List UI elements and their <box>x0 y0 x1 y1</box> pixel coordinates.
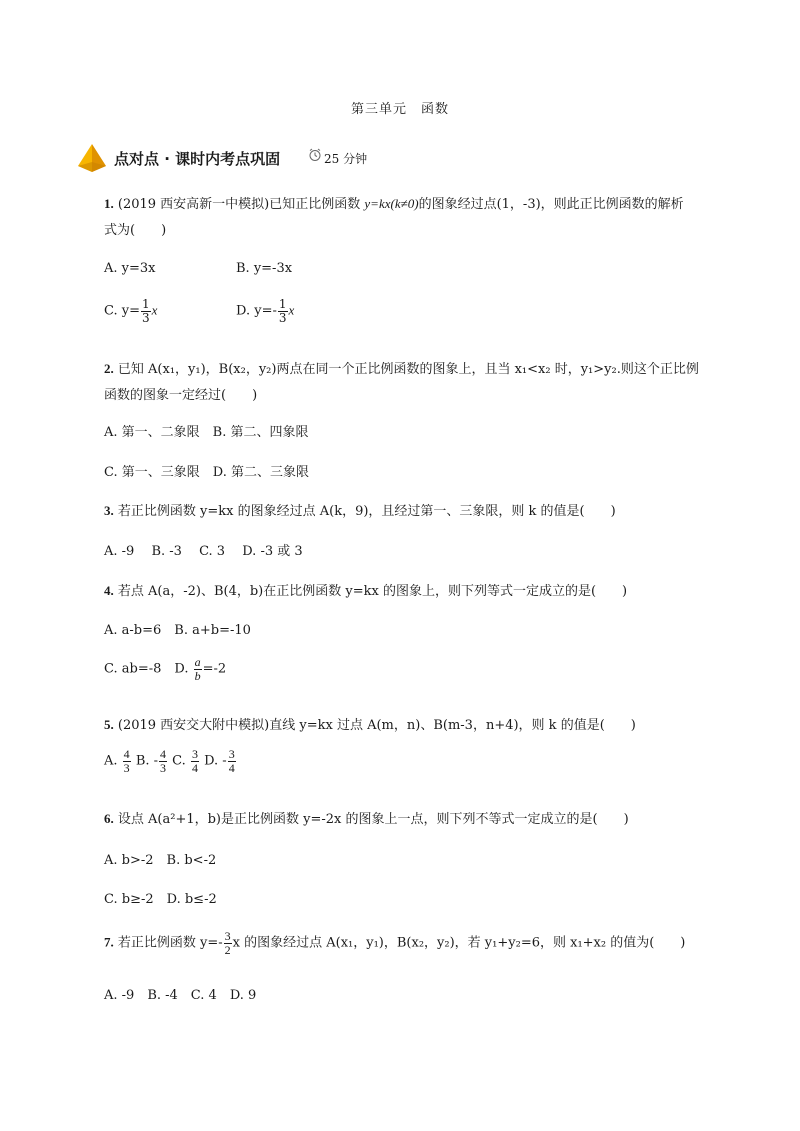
question-number: 5. <box>104 717 114 732</box>
question-text: 设点 A(a²+1，b)是正比例函数 y=-2x 的图象上一点，则下列不等式一定成立的是( ) <box>117 812 629 827</box>
option-text: C. y= <box>104 303 140 319</box>
fraction-numerator: a <box>194 655 201 669</box>
q5-options <box>104 748 237 774</box>
question-1-line-2: 式为( ) <box>104 223 167 238</box>
fraction-denominator: 3 <box>142 310 150 325</box>
question-source: (2019 西安高新一中模拟) <box>117 197 270 212</box>
question-2-line-1 <box>104 358 699 377</box>
option-text: C. ab=-8 D. <box>104 661 193 677</box>
fraction <box>123 748 131 774</box>
option-label: B. - <box>135 753 159 769</box>
question-6-line-1 <box>104 808 629 827</box>
q1-option-d <box>236 298 294 324</box>
page-title: 第三单元 函数 <box>350 102 449 117</box>
q1-option-c <box>104 298 157 324</box>
fraction-denominator: 3 <box>160 760 167 775</box>
q6-options-ab: A. b>-2 B. b<-2 <box>104 853 217 868</box>
fraction-denominator: 3 <box>123 760 130 775</box>
q4-options-ab: A. a-b=6 B. a+b=-10 <box>104 623 251 638</box>
question-number: 4. <box>104 583 114 598</box>
q6-options-cd: C. b≥-2 D. b≤-2 <box>104 892 217 907</box>
option-text: x <box>151 302 158 318</box>
question-5-line-1 <box>104 714 636 733</box>
q1-option-b: B. y=-3x <box>236 261 293 276</box>
question-number: 6. <box>104 811 114 826</box>
function-condition: (k≠0) <box>390 196 419 211</box>
alarm-clock-icon <box>308 148 322 162</box>
question-text: (2019 西安交大附中模拟)直线 y=kx 过点 A(m，n)、B(m-3，n+4)，则 k 的值是( ) <box>117 718 636 733</box>
option-label: D. - <box>204 753 227 769</box>
function-expression: y=kx <box>364 196 391 211</box>
fraction-numerator: 3 <box>228 747 235 761</box>
question-text: 已知 A(x₁，y₁)，B(x₂，y₂)两点在同一个正比例函数的图象上，且当 x₁<x₂ 时，y₁>y₂.则这个正比例 <box>117 362 699 377</box>
fraction-denominator: 4 <box>191 760 198 775</box>
fraction-denominator: b <box>194 668 201 683</box>
fraction <box>228 748 236 774</box>
fraction <box>141 298 151 324</box>
q2-options-ab: A. 第一、二象限 B. 第二、四象限 <box>104 425 309 440</box>
option-label: C. <box>172 753 186 769</box>
question-text: 已知正比例函数 <box>269 197 365 212</box>
fraction <box>224 930 232 956</box>
pyramid-icon <box>76 142 108 174</box>
question-number: 1. <box>104 196 114 211</box>
fraction-denominator: 3 <box>278 310 287 325</box>
fraction-numerator: 4 <box>123 747 130 761</box>
option-label: A. <box>104 753 118 769</box>
fraction-numerator: 1 <box>278 297 287 311</box>
fraction <box>278 298 288 324</box>
question-1-line-1 <box>104 193 684 212</box>
fraction-denominator: 2 <box>224 942 231 957</box>
fraction-numerator: 3 <box>191 747 198 761</box>
fraction-numerator: 4 <box>160 747 167 761</box>
question-number: 3. <box>104 503 114 518</box>
question-7-line-1 <box>104 930 685 956</box>
question-text: 若正比例函数 y=kx 的图象经过点 A(k，9)，且经过第一、三象限，则 k 的值是( ) <box>117 504 616 519</box>
fraction <box>159 748 167 774</box>
q7-options: A. -9 B. -4 C. 4 D. 9 <box>104 988 257 1003</box>
q1-option-a: A. y=3x <box>104 261 156 276</box>
q2-options-cd: C. 第一、三象限 D. 第二、三象限 <box>104 465 309 480</box>
question-text: 的图象经过点(1，-3)，则此正比例函数的解析 <box>418 197 684 212</box>
question-text: x 的图象经过点 A(x₁，y₁)，B(x₂，y₂)，若 y₁+y₂=6，则 x₁+x₂ 的值为( ) <box>232 935 686 951</box>
question-2-line-2: 函数的图象一定经过( ) <box>104 388 258 403</box>
question-text: 若点 A(a，-2)、B(4，b)在正比例函数 y=kx 的图象上，则下列等式一定成立的是( ) <box>117 584 628 599</box>
fraction <box>194 656 202 682</box>
question-text: 若正比例函数 y=- <box>117 935 223 951</box>
fraction-numerator: 3 <box>224 929 231 943</box>
fraction <box>191 748 199 774</box>
section-label: 点对点 · 课时内考点巩固 <box>114 150 281 168</box>
q3-options: A. -9 B. -3 C. 3 D. -3 或 3 <box>104 544 303 559</box>
option-text: D. y=- <box>236 303 277 319</box>
option-text: x <box>288 302 295 318</box>
option-text: =-2 <box>202 661 227 677</box>
section-time: 25 分钟 <box>324 152 368 166</box>
fraction-denominator: 4 <box>228 760 235 775</box>
question-3-line-1 <box>104 500 616 519</box>
fraction-numerator: 1 <box>142 297 150 311</box>
question-number: 2. <box>104 361 114 376</box>
question-4-line-1 <box>104 580 627 599</box>
question-number: 7. <box>104 934 114 950</box>
q4-options-cd <box>104 656 226 682</box>
